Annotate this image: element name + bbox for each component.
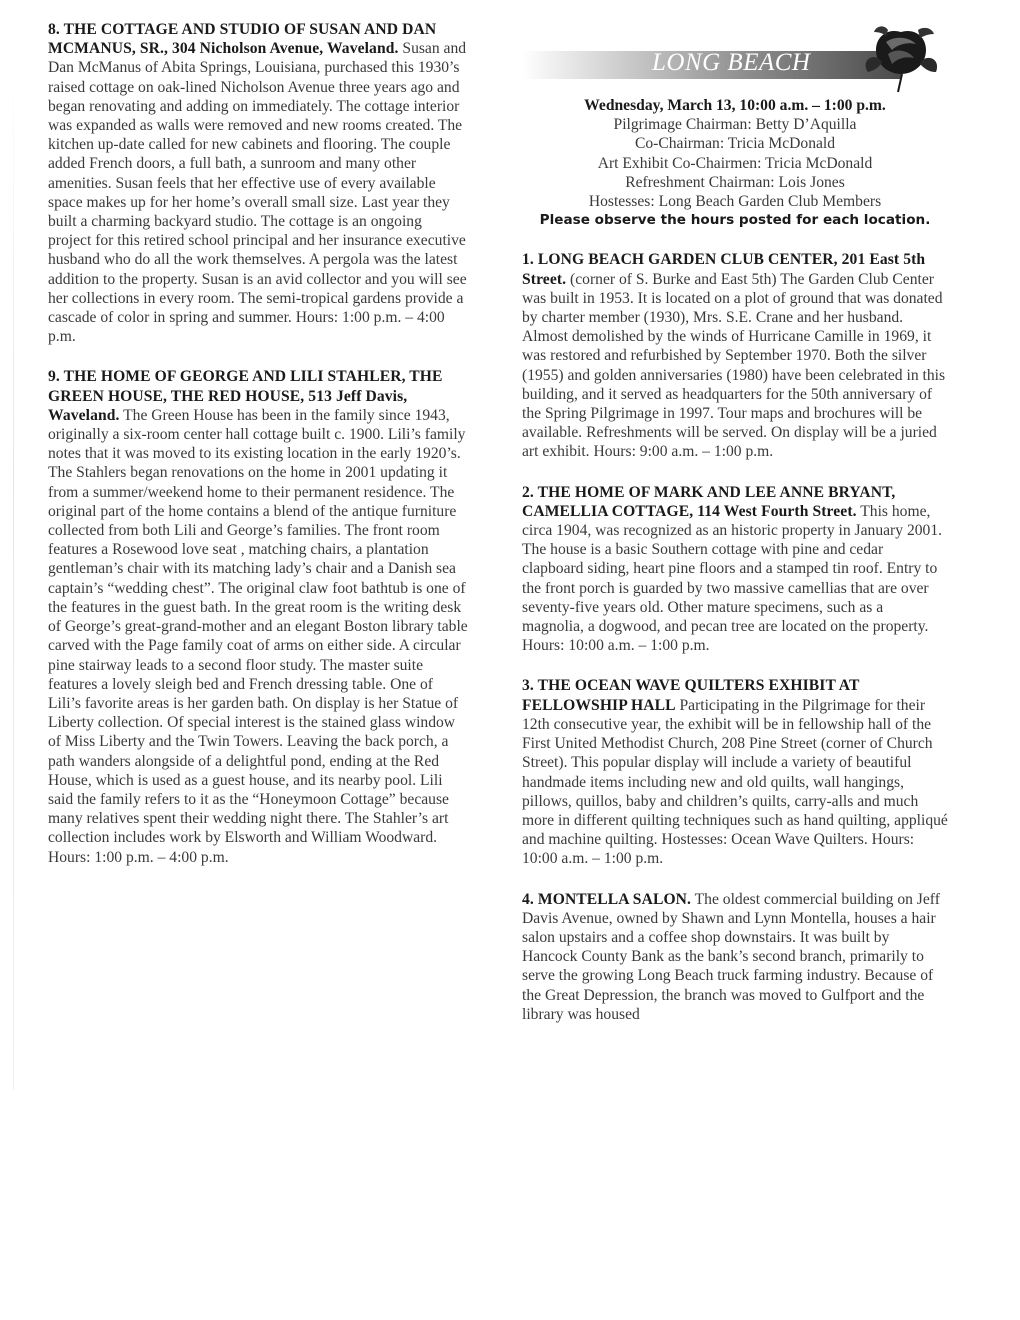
entry-heading: 8. THE COTTAGE AND STUDIO OF SUSAN AND DAN MCMANUS, SR., 304 Nicholson Avenue, Waveland. — [48, 21, 437, 58]
entry-heading: 2. THE HOME OF MARK AND LEE ANNE BRYANT, CAMELLIA COTTAGE, 114 West Fourth Street. — [522, 483, 896, 520]
entry-9 — [48, 367, 468, 866]
info-line: Pilgrimage Chairman: Betty D’Aquilla — [613, 116, 857, 134]
entry-4 — [522, 890, 948, 1024]
entry-heading: 1. LONG BEACH GARDEN CLUB CENTER, 201 East 5th Street. — [522, 251, 926, 288]
banner-title: LONG BEACH — [652, 49, 811, 76]
entry-8 — [48, 20, 468, 346]
event-info — [522, 96, 948, 230]
entry-1 — [522, 250, 948, 461]
section-banner — [522, 20, 948, 86]
right-column — [522, 20, 948, 1045]
scan-edge-shadow — [13, 60, 14, 1090]
entry-body: Participating in the Pilgrimage for their 12th consecutive year, the exhibit will be in fellowship hall of the First United Methodist Church, 208 Pine Street (corner of Church Street). This popular display will include a variety of beautiful handmade items including new and old quilts, wall hangings, pillows, quillos, baby and children’s quilts, carry-alls and much more in different quilting techniques such as hand quilting, appliqué and machine quilting. Hostesses: Ocean Wave Quilters. Hours: 10:00 a.m. – 1:00 p.m. — [522, 696, 948, 868]
info-line: Refreshment Chairman: Lois Jones — [625, 173, 845, 191]
info-line: Hostesses: Long Beach Garden Club Members — [588, 193, 882, 211]
entry-2 — [522, 483, 948, 656]
entry-body: The oldest commercial building on Jeff Davis Avenue, owned by Shawn and Lynn Montella, houses a hair salon upstairs and a coffee shop downstairs. It was built by Hancock County Bank as the bank’s second branch, primarily to serve the growing Long Beach truck farming industry. Because of the Great Depression, the branch was moved to Gulfport and the library was housed — [522, 890, 940, 1023]
left-column — [48, 20, 468, 888]
info-line: Co-Chairman: Tricia McDonald — [634, 135, 836, 153]
hours-notice: Please observe the hours posted for each location. — [539, 212, 931, 229]
entry-body: The Green House has been in the family since 1943, originally a six-room center hall cottage built c. 1900. Lili’s family notes that it was moved to its existing location in the early 1920’s. The Stahlers began renovations on the home in 2001 updating it from a summer/weekend home to their permanent residence. The original part of the home contains a blend of the antique furniture collected from both Lili and George’s families. The front room features a Rosewood love seat , matching chairs, a plantation gentleman’s chair with its matching lady’s chair and a Danish sea captain’s “wedding chest”. The original claw foot bathtub is one of the features in the guest bath. In the great room is the writing desk of George’s great-grand-mother and an elegant Boston library table carved with the Page family coat of arms on either side. A circular pine stairway leads to a second floor study. The master suite features a lovely sleigh bed and French dressing table. One of Lili’s favorite areas is her garden bath. On display is her Statue of Liberty collection. Of special interest is the stained glass window of Miss Liberty and the Twin Towers. Leaving the back porch, a path wanders alongside of a delightful pond, ending at the Red House, which is used as a guest house, and its nearby pool. Lili said the family refers to it as the “Honeymoon Cottage” because many relatives spent their wedding night there. The Stahler’s art collection includes work by Elsworth and William Woodward. Hours: 1:00 p.m. – 4:00 p.m. — [48, 406, 468, 866]
entry-heading: 3. THE OCEAN WAVE QUILTERS EXHIBIT AT FELLOWSHIP HALL — [522, 677, 860, 714]
rose-icon — [858, 24, 944, 94]
info-line: Art Exhibit Co-Chairmen: Tricia McDonald — [597, 154, 873, 172]
entry-3 — [522, 676, 948, 868]
entry-body: This home, circa 1904, was recognized as an historic property in January 2001. The house is a basic Southern cottage with pine and cedar clapboard siding, heart pine floors and a stamped tin roof. Entry to the front porch is guarded by two massive camellias that are over seventy-five years old. Other mature specimens, such as a magnolia, a dogwood, and pecan tree are located on the property. Hours: 10:00 a.m. – 1:00 p.m. — [522, 502, 943, 655]
entry-body: (corner of S. Burke and East 5th) The Garden Club Center was built in 1953. It is located on a plot of ground that was donated by charter member (1930), Mrs. S.E. Crane and her husband. Almost demolished by the winds of Hurricane Camille in 1969, it was restored and refurbished by September 1970. Both the silver (1955) and golden anniversaries (1980) have been celebrated in this building, and it served as headquarters for the 50th anniversary of the Spring Pilgrimage in 1997. Tour maps and brochures will be available. Refreshments will be served. On display will be a juried art exhibit. Hours: 9:00 a.m. – 1:00 p.m. — [522, 270, 946, 461]
entry-heading: 4. MONTELLA SALON. — [522, 890, 692, 908]
entry-body: Susan and Dan McManus of Abita Springs, Louisiana, purchased this 1930’s raised cottage on oak-lined Nicholson Avenue three years ago and began renovating and adding on immediately. The cottage interior was expanded as walls were removed and new rooms created. The kitchen up-date called for new cabinets and flooring. The couple added French doors, a full bath, a sunroom and many other amenities. Susan feels that her effective use of every available space makes up for her home’s overall small size. Last year they built a charming backyard studio. The cottage is an ongoing project for this retired school principal and her insurance executive husband who do all the work themselves. A pergola was the latest addition to the property. Susan is an avid collector and you will see her collections in every room. The semi-tropical gardens provide a cascade of color in spring and summer. Hours: 1:00 p.m. – 4:00 p.m. — [48, 40, 467, 346]
entry-heading: 9. THE HOME OF GEORGE AND LILI STAHLER, THE GREEN HOUSE, THE RED HOUSE, 513 Jeff Davis, Waveland. — [48, 368, 443, 424]
event-date: Wednesday, March 13, 10:00 a.m. – 1:00 p.m. — [584, 97, 886, 114]
